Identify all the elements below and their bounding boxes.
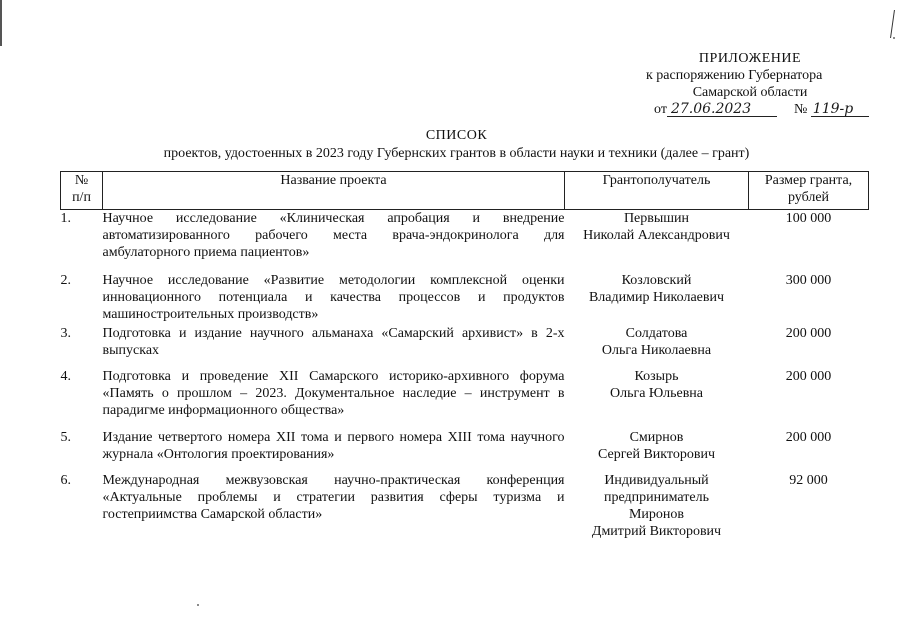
row-recipient	[565, 472, 749, 540]
appendix-title: ПРИЛОЖЕНИЕ	[698, 51, 802, 66]
row-recipient	[565, 429, 749, 472]
table-row	[61, 325, 869, 368]
row-recipient	[565, 368, 749, 429]
scan-edge-line	[0, 0, 2, 46]
row-number: 3.	[60, 326, 71, 341]
row-amount: 200 000	[785, 326, 832, 341]
header-number-line1: №	[74, 173, 89, 188]
recipient-line: Дмитрий Викторович	[591, 524, 722, 539]
scan-speck	[197, 604, 199, 606]
recipient-line: Первышин	[623, 211, 690, 226]
recipient-line: Владимир Николаевич	[588, 290, 725, 305]
row-amount: 200 000	[785, 430, 832, 445]
row-recipient	[565, 325, 749, 368]
scan-speck	[893, 37, 895, 39]
table-row	[61, 429, 869, 472]
document-subtitle: проектов, удостоенных в 2023 году Губернских грантов в области науки и техники (далее – грант)	[163, 146, 750, 161]
header-recipient: Грантополучатель	[565, 172, 749, 210]
scan-corner-mark	[890, 10, 901, 38]
table-row	[61, 368, 869, 429]
recipient-line: Солдатова	[625, 326, 688, 341]
header-project-name: Название проекта	[103, 172, 565, 210]
number-prefix: №	[793, 102, 808, 117]
row-project-name: Научное исследование «Клиническая апробация и внедрение автоматизированного рабочего места врача-эндокринолога для амбулаторного приема пациентов»	[102, 211, 565, 260]
row-amount: 200 000	[785, 369, 832, 384]
recipient-line: Козловский	[621, 273, 692, 288]
row-project-name: Издание четвертого номера XII тома и первого номера XIII тома научного журнала «Онтология проектирования»	[102, 430, 565, 462]
handwritten-date: 27.06.2023	[667, 102, 777, 117]
header-number	[61, 172, 103, 210]
table-row	[61, 472, 869, 540]
header-amount	[749, 172, 869, 210]
date-prefix: от	[654, 102, 667, 117]
header-amount-line2: рублей	[787, 190, 830, 205]
recipient-line: Смирнов	[629, 430, 684, 445]
recipient-line: Индивидуальный	[604, 473, 709, 488]
row-recipient	[565, 272, 749, 325]
row-amount: 92 000	[789, 473, 828, 488]
row-amount: 100 000	[785, 211, 832, 226]
row-project-name: Научное исследование «Развитие методологии комплексной оценки инновационного потенциала и качества процессов и продуктов машиностроительных производств»	[102, 273, 565, 322]
handwritten-number: 119-р	[811, 102, 869, 117]
recipient-line: Миронов	[628, 507, 685, 522]
row-number: 5.	[60, 430, 71, 445]
grants-table	[60, 171, 869, 540]
header-number-line2: п/п	[72, 190, 91, 205]
row-number: 1.	[60, 211, 71, 226]
recipient-line: Сергей Викторович	[597, 447, 715, 462]
row-number: 4.	[60, 369, 71, 384]
row-amount: 300 000	[785, 273, 832, 288]
row-recipient	[565, 210, 749, 273]
row-project-name: Подготовка и издание научного альманаха «Самарский архивист» в 2-х выпусках	[102, 326, 565, 358]
table-row	[61, 272, 869, 325]
recipient-line: Ольга Николаевна	[601, 343, 712, 358]
table-row	[61, 210, 869, 273]
table-header-row	[61, 172, 869, 210]
appendix-line2: Самарской области	[692, 85, 808, 100]
row-project-name: Международная межвузовская научно-практическая конференция «Актуальные проблемы и стратегии развития сферы туризма и гостеприимства Самарской области»	[102, 473, 565, 522]
recipient-line: Козырь	[634, 369, 679, 384]
decree-reference	[640, 101, 860, 118]
document-title: СПИСОК	[425, 128, 488, 143]
header-amount-line1: Размер гранта,	[764, 173, 853, 188]
recipient-line: предприниматель	[604, 490, 709, 505]
row-number: 2.	[60, 273, 71, 288]
row-project-name: Подготовка и проведение XII Самарского историко-архивного форума «Память о прошлом – 2023. Документальное наследие – инструмент в парадигме информационного общества»	[102, 369, 565, 418]
row-number: 6.	[60, 473, 71, 488]
appendix-line1: к распоряжению Губернатора	[646, 68, 823, 83]
recipient-line: Николай Александрович	[583, 228, 730, 243]
recipient-line: Ольга Юльевна	[609, 386, 704, 401]
approval-stamp-block	[640, 50, 860, 118]
